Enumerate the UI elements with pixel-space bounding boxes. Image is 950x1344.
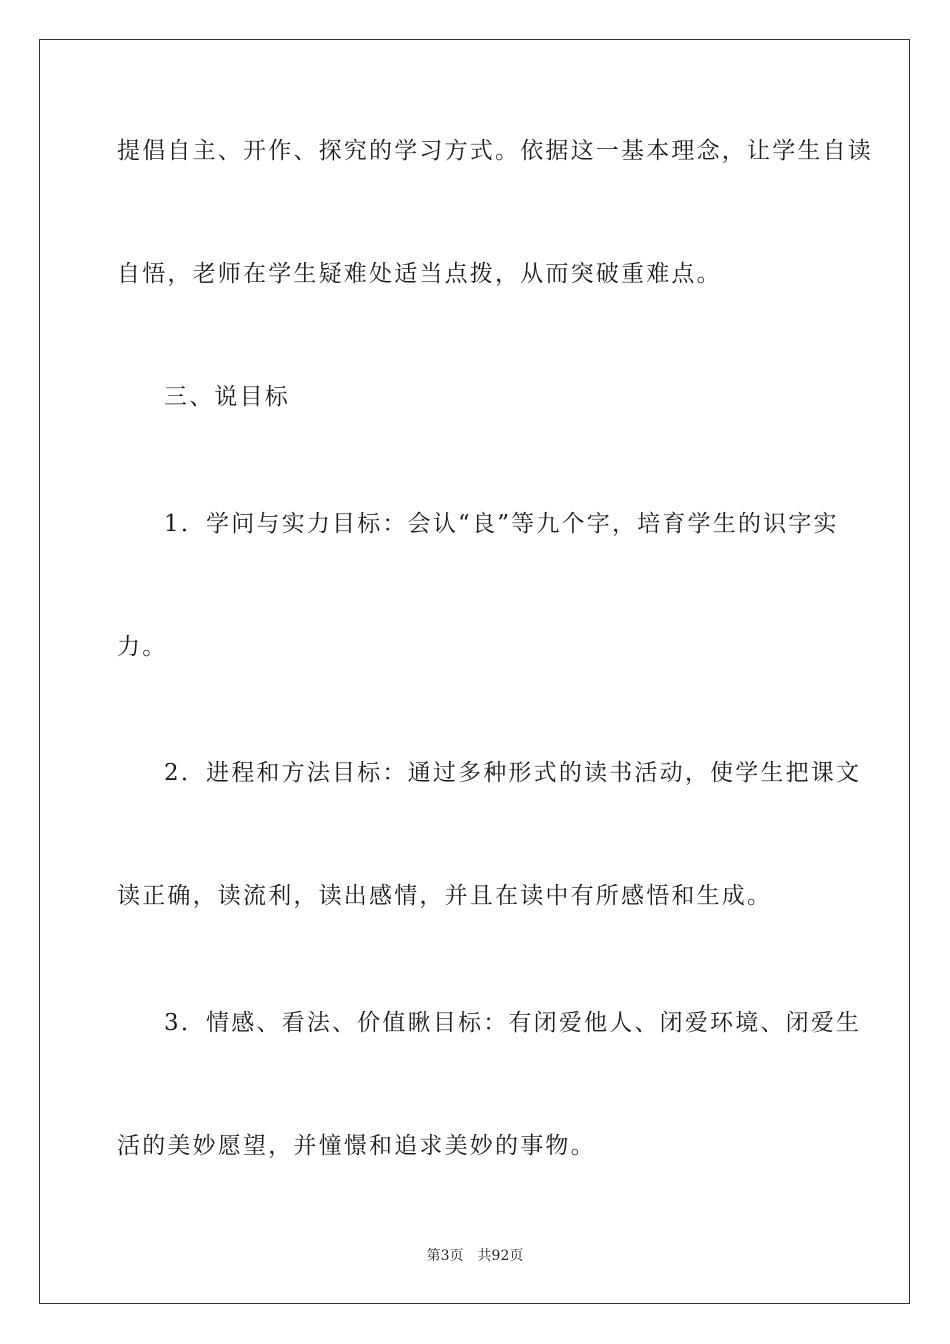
page-border [39,39,910,1304]
text-line-9: 活的美妙愿望，并憧憬和追求美妙的事物。 [117,1133,596,1159]
page-total: 共92页 [477,1248,524,1264]
page-footer [0,1246,950,1266]
text-line-1: 提倡自主、开作、探究的学习方式。依据这一基本理念，让学生自读 [117,138,873,164]
text-line-6: 2．进程和方法目标：通过多种形式的读书活动，使学生把课文 [164,760,862,786]
page-number: 第3页 [426,1248,464,1264]
text-line-4: 1．学问与实力目标：会认“良”等九个字，培育学生的识字实 [164,511,839,537]
text-line-7: 读正确，读流利，读出感情，并且在读中有所感悟和生成。 [117,883,773,909]
text-line-5: 力。 [117,634,168,660]
text-line-2: 自悟，老师在学生疑难处适当点拨，从而突破重难点。 [117,261,722,287]
section-heading: 三、说目标 [164,384,290,410]
text-line-8: 3．情感、看法、价值瞅目标：有闭爱他人、闭爱环境、闭爱生 [164,1010,862,1036]
